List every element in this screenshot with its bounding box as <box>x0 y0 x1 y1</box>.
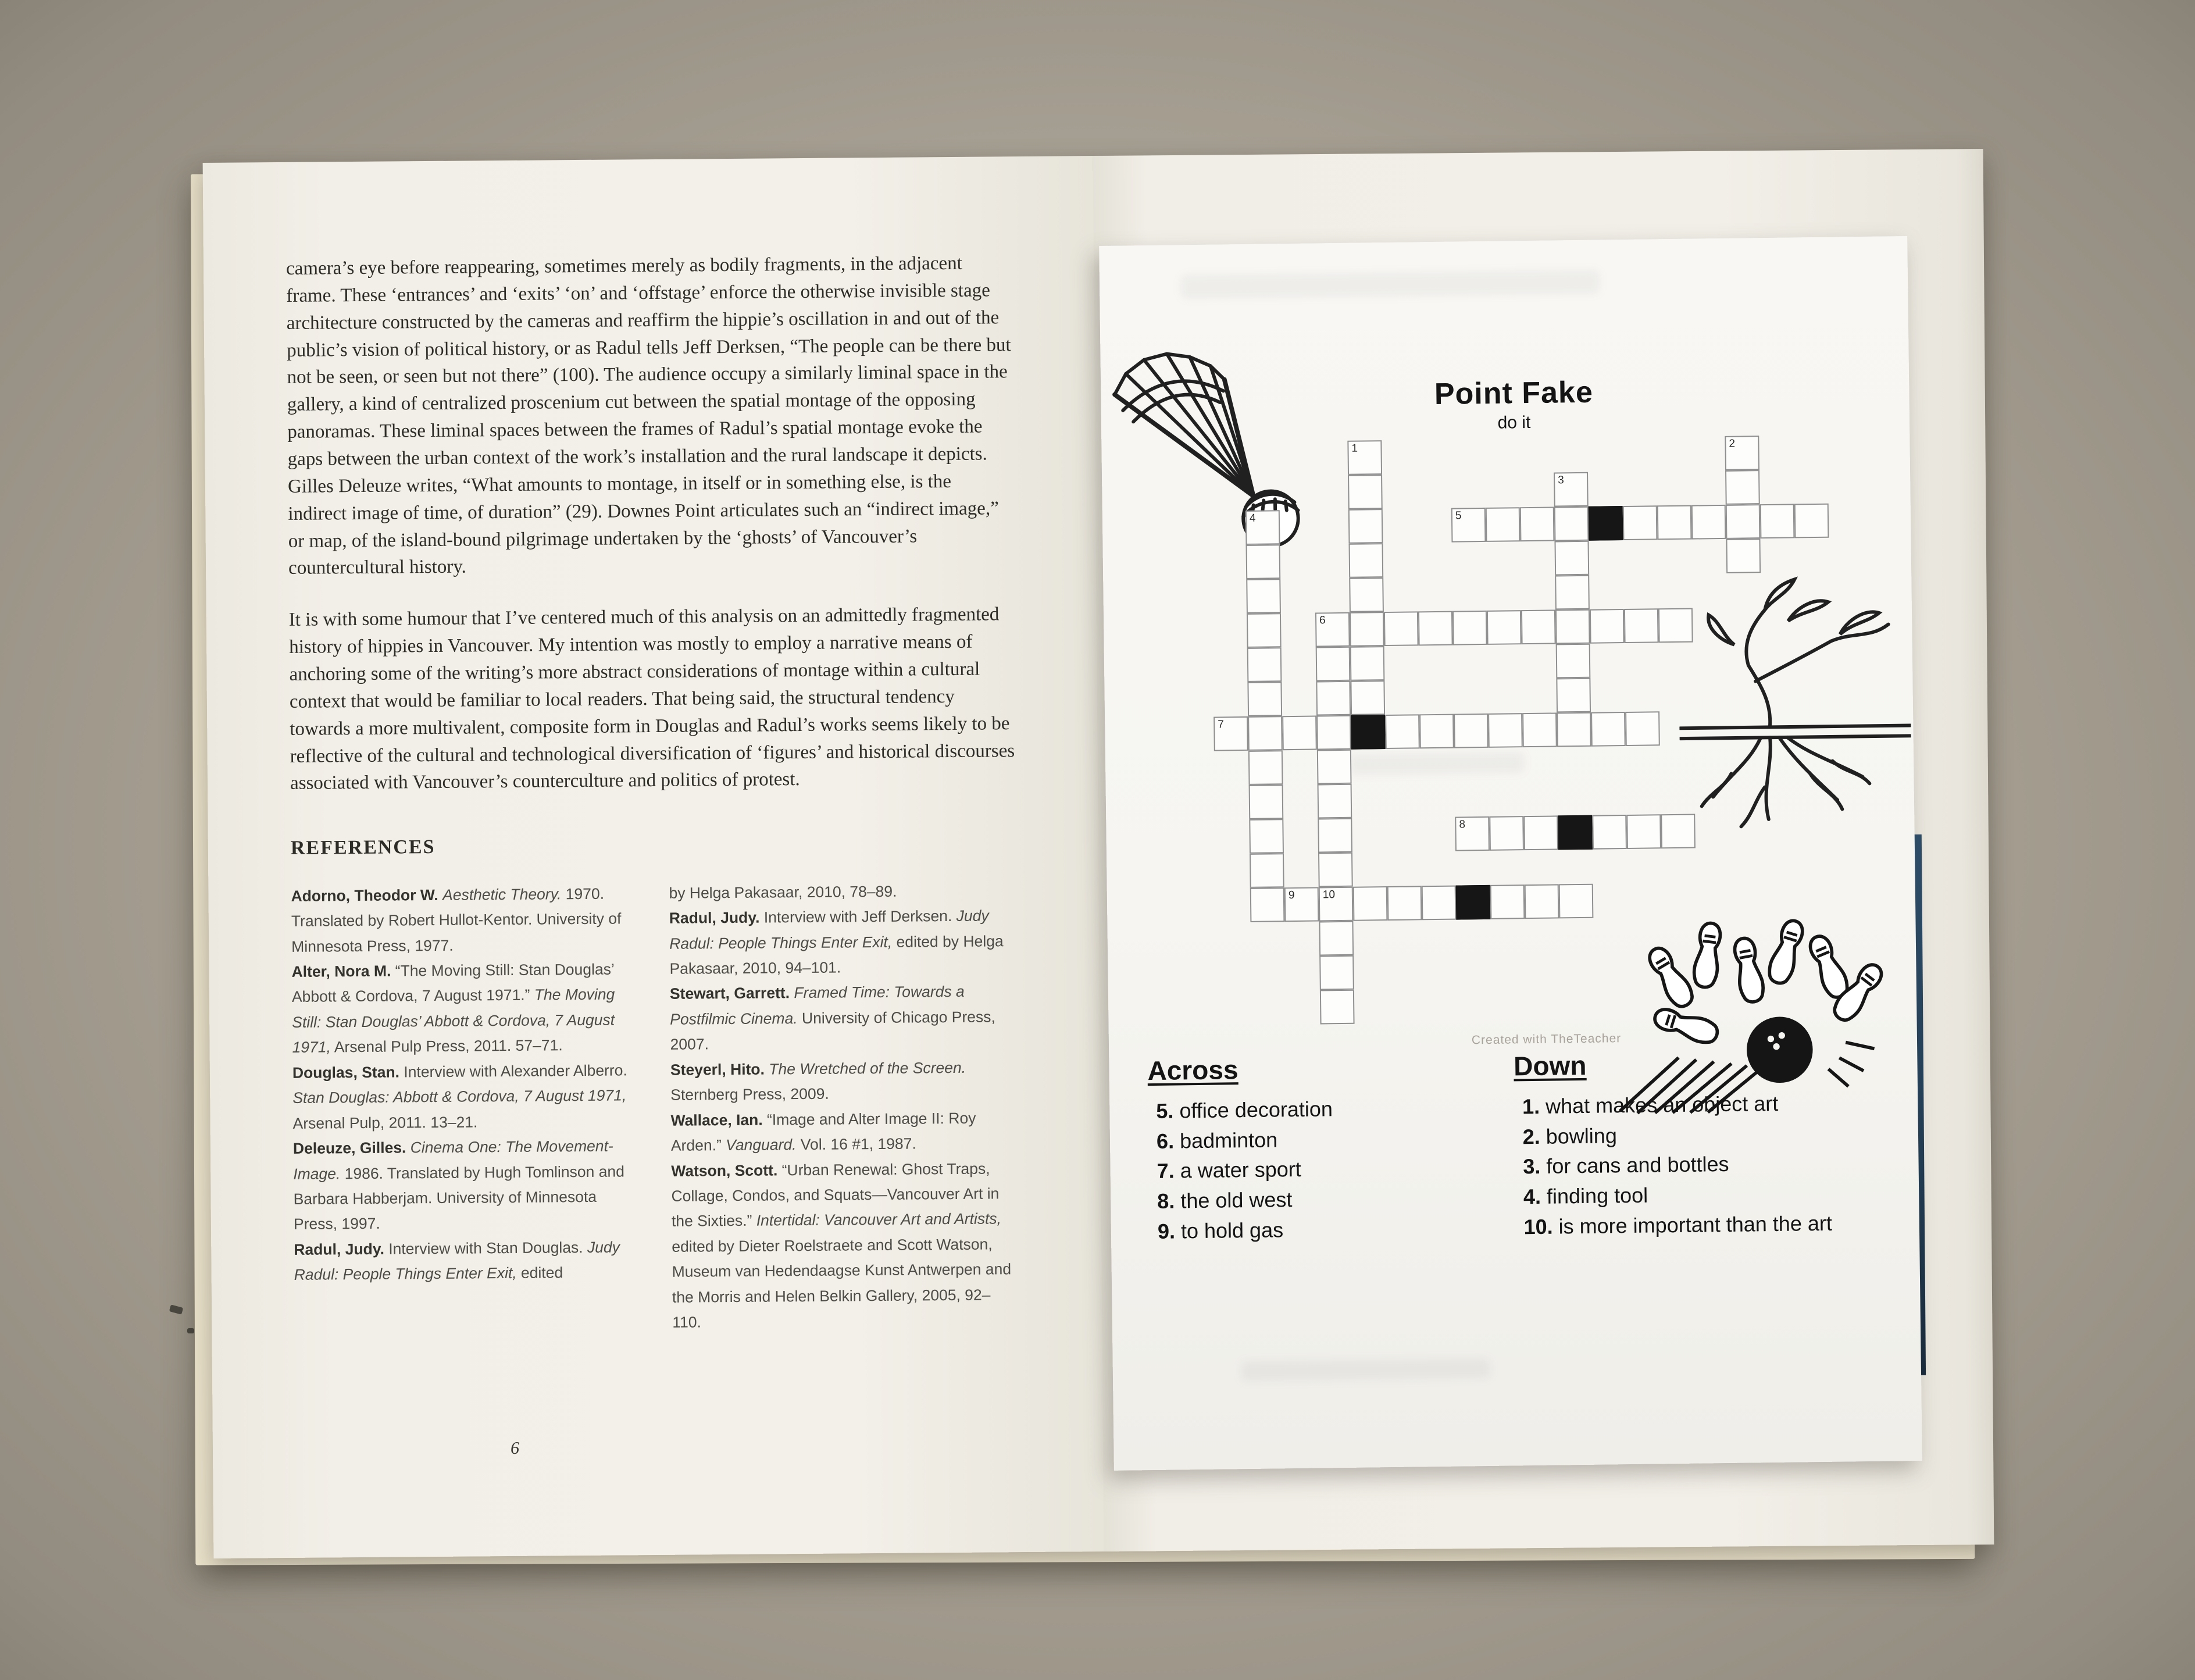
crossword-cell <box>1794 504 1829 538</box>
crossword-cell <box>1247 613 1282 648</box>
crossword-cell <box>1554 541 1589 576</box>
essay-column <box>286 249 1020 1338</box>
crossword-cell <box>1422 886 1457 921</box>
crossword-cell <box>1625 711 1660 746</box>
crossword-cell <box>1249 819 1284 854</box>
crossword-cell <box>1486 507 1521 542</box>
crossword-cell <box>1760 504 1795 538</box>
crossword-cell <box>1555 575 1590 610</box>
crossword-cell <box>1556 678 1591 713</box>
crossword-cell <box>1487 610 1522 645</box>
crossword-cell <box>1250 887 1285 922</box>
reference-entry: by Helga Pakasaar, 2010, 78–89. <box>669 882 897 902</box>
clue-item: 9. to hold gas <box>1157 1217 1284 1243</box>
crossword-cell <box>1592 815 1627 850</box>
crossword-cell <box>1725 436 1759 470</box>
crossword-cell <box>1347 440 1382 475</box>
reference-entry: Steyerl, Hito. The Wretched of the Screen. Sternberg Press, 2009. <box>670 1058 966 1104</box>
reference-entry: Adorno, Theodor W. Aesthetic Theory. 1970. Translated by Robert Hullot-Kentor. University of Minnesota Press, 1977. <box>291 884 622 955</box>
crossword-cell-number: 3 <box>1558 474 1564 487</box>
essay-paragraph: It is with some humour that I’ve centered much of this analysis on an admittedly fragmented history of hippies in Vancouver. My intention was mostly to employ a narrative means of anchoring some of the writing’s more abstract considerations of montage within a cultural context that would be familiar to local readers. That being said, the structural tendency towards a more multivalent, composite form in Douglas and Radul’s works seems likely to be reflective of the cultural and technological diversification of ‘figures’ and historical discourses associated with Vancouver’s counterculture and politics of protest. <box>288 604 1015 794</box>
crossword-subtitle: do it <box>1497 412 1531 433</box>
across-heading: Across <box>1147 1054 1239 1086</box>
crossword-cell <box>1554 507 1589 541</box>
crossword-cell <box>1246 579 1281 613</box>
reference-entry: Alter, Nora M. “The Moving Still: Stan Douglas’ Abbott & Cordova, 7 August 1971.” The Moving Still: Stan Douglas’ Abbott & Cordova, 7 August 1971, Arsenal Pulp Press, 2011. 57–71. <box>291 960 615 1057</box>
crossword-cell <box>1248 750 1283 785</box>
crossword-cell <box>1350 646 1385 681</box>
cardboard-speck <box>169 1304 183 1314</box>
crossword-cell-number: 6 <box>1319 614 1326 627</box>
crossword-cell <box>1282 715 1317 750</box>
references-column-1 <box>291 881 638 1339</box>
crossword-cell <box>1591 712 1626 747</box>
crossword-cell-number: 8 <box>1459 818 1466 831</box>
crossword-sheet <box>1099 236 1922 1471</box>
crossword-cell <box>1316 681 1351 716</box>
crossword-cell <box>1556 644 1591 679</box>
crossword-cell-number: 1 <box>1351 442 1358 455</box>
crossword-black-cell <box>1351 715 1386 750</box>
crossword-cell <box>1318 818 1352 853</box>
crossword-cell-number: 4 <box>1249 512 1256 525</box>
crossword-cell <box>1319 955 1354 990</box>
show-through <box>1241 1358 1491 1382</box>
crossword-cell-number: 2 <box>1729 437 1736 450</box>
clue-item: 8. the old west <box>1157 1187 1293 1213</box>
crossword-cell-number: 9 <box>1288 889 1295 902</box>
references-column-2 <box>669 878 1016 1336</box>
crossword-cell <box>1245 510 1280 545</box>
reference-entry: Watson, Scott. “Urban Renewal: Ghost Traps, Collage, Condos, and Squats—Vancouver Art in the Sixties.” Intertidal: Vancouver Art and Artists, edited by Dieter Roelstraete and Scott Watson, Museum van Hedendaagse Kunst Antwerpen and the Morris and Helen Belkin Gallery, 2005, 92–110. <box>671 1160 1012 1332</box>
reference-entry: Deleuze, Gilles. Cinema One: The Movement-Image. 1986. Translated by Hugh Tomlinson and Barbara Habberjam. University of Minnesota Press, 1997. <box>292 1137 625 1233</box>
crossword-cell <box>1214 716 1248 751</box>
crossword-cell <box>1353 886 1388 921</box>
crossword-cell <box>1247 647 1282 682</box>
crossword-cell <box>1490 884 1525 919</box>
crossword-cell <box>1455 816 1490 851</box>
crossword-cell <box>1318 853 1353 887</box>
crossword-cell <box>1624 608 1659 643</box>
crossword-cell <box>1315 612 1350 647</box>
crossword-cell <box>1488 713 1523 748</box>
crossword-black-cell <box>1558 815 1593 850</box>
open-pages <box>203 149 1994 1558</box>
book-spread <box>203 149 1994 1558</box>
crossword-cell <box>1657 505 1692 540</box>
tree-roots-illustration <box>1678 573 1912 876</box>
crossword-cell <box>1384 611 1419 646</box>
crossword-black-cell <box>1456 885 1491 920</box>
crossword-cell <box>1250 853 1284 888</box>
crossword-cell <box>1319 887 1354 922</box>
crossword-cell <box>1522 712 1557 747</box>
clue-item: 7. a water sport <box>1157 1157 1302 1183</box>
crossword-cell <box>1489 816 1524 851</box>
crossword-cell <box>1348 543 1383 578</box>
crossword-cell <box>1246 544 1281 579</box>
crossword-cell <box>1316 715 1351 750</box>
crossword-black-cell <box>1589 506 1623 541</box>
crossword-cell <box>1691 505 1726 540</box>
crossword-cell <box>1350 612 1384 647</box>
crossword-cell <box>1626 814 1661 849</box>
crossword-cell <box>1525 884 1559 919</box>
crossword-cell-number: 7 <box>1218 718 1224 731</box>
down-clues <box>1514 1046 1894 1242</box>
crossword-cell-number: 5 <box>1455 509 1462 522</box>
cardboard-speck <box>187 1328 194 1333</box>
crossword-cell <box>1554 472 1589 507</box>
crossword-cell <box>1725 470 1760 505</box>
crossword-cell <box>1555 609 1590 644</box>
clue-item: 2. bowling <box>1522 1123 1618 1148</box>
clue-item: 4. finding tool <box>1523 1183 1648 1209</box>
clue-item: 10. is more important than the art <box>1523 1211 1833 1239</box>
clue-item: 3. for cans and bottles <box>1523 1152 1729 1179</box>
crossword-cell <box>1348 475 1383 509</box>
clue-item: 1. what makes an object art <box>1522 1091 1779 1119</box>
crossword-cell <box>1419 714 1454 749</box>
crossword-cell <box>1452 611 1487 645</box>
reference-entry: Radul, Judy. Interview with Stan Douglas. Judy Radul: People Things Enter Exit, edited <box>294 1238 620 1284</box>
crossword-cell <box>1454 714 1489 748</box>
crossword-cell <box>1590 609 1625 644</box>
crossword-cell <box>1319 921 1354 956</box>
essay-paragraph: camera’s eye before reappearing, sometimes merely as bodily fragments, in the adjacent frame. These ‘entrances’ and ‘exits’ ‘on’ and ‘offstage’ enforce the otherwise invisible stage architecture constructed by the cameras and reaffirm the hippie’s oscillation in and out of the public’s vision of political history, or as Radul tells Jeff Derksen, “The people can be there but not be seen, or seen but not there” (100). The audience occupy a similarly liminal space in the gallery, a kind of centralized proscenium cut between the spatial montage of the opposing panoramas. These liminal spaces between the frames of Radul’s spatial montage evoke the gaps between the urban context of the work’s installation and the rural landscape it depicts. Gilles Deleuze writes, “What amounts to montage, in itself or in something else, is the indirect image of time, of duration” (29). Downes Point articulates such an “indirect image,” or map, of the island-bound pilgrimage undertaken by the ‘ghosts’ of Vancouver’s countercultural history. <box>285 252 1011 579</box>
crossword-cell <box>1320 990 1355 1025</box>
page-number: 6 <box>510 1438 520 1458</box>
crossword-cell <box>1523 815 1558 850</box>
references-heading: REFERENCES <box>290 836 436 859</box>
crossword-cell <box>1623 505 1658 540</box>
crossword-cell <box>1248 716 1283 751</box>
clue-item: 5. office decoration <box>1156 1097 1333 1123</box>
crossword-cell <box>1418 611 1453 646</box>
crossword-cell <box>1350 680 1385 715</box>
crossword-cell <box>1348 509 1383 544</box>
crossword-cell <box>1520 507 1555 541</box>
across-clues <box>1147 1051 1471 1247</box>
show-through <box>1181 270 1600 298</box>
generator-credit: Created with TheTeacher <box>1471 1032 1622 1047</box>
right-page <box>1093 149 1994 1551</box>
crossword-title: Point Fake <box>1434 375 1594 411</box>
crossword-cell <box>1247 682 1282 716</box>
crossword-cell <box>1559 884 1594 919</box>
crossword-cell <box>1521 609 1556 644</box>
crossword-cell <box>1349 577 1384 612</box>
crossword-cell <box>1451 508 1486 543</box>
crossword-cell <box>1284 887 1319 922</box>
crossword-cell <box>1557 712 1591 747</box>
clue-item: 6. badminton <box>1156 1128 1278 1153</box>
crossword-title-block <box>1357 374 1671 435</box>
reference-entry: Douglas, Stan. Interview with Alexander Alberro. Stan Douglas: Abbott & Cordova, 7 August 1971, Arsenal Pulp, 2011. 13–21. <box>292 1061 627 1132</box>
reference-entry: Wallace, Ian. “Image and Alter Image II: Roy Arden.” Vanguard. Vol. 16 #1, 1987. <box>670 1109 976 1154</box>
crossword-cell <box>1726 538 1761 573</box>
down-heading: Down <box>1513 1050 1587 1082</box>
crossword-cell <box>1318 784 1352 819</box>
references-list <box>291 878 1020 1339</box>
crossword-cell <box>1387 886 1422 921</box>
crossword-cell <box>1316 647 1351 682</box>
crossword-cell <box>1249 784 1284 819</box>
across-list <box>1148 1093 1471 1246</box>
left-page <box>203 156 1104 1558</box>
down-list <box>1514 1087 1894 1241</box>
crossword-cell <box>1385 714 1420 749</box>
crossword-cell-number: 10 <box>1322 889 1336 901</box>
reference-entry: Stewart, Garrett. Framed Time: Towards a Postfilmic Cinema. University of Chicago Press, 2007. <box>669 983 995 1054</box>
reference-entry: Radul, Judy. Interview with Jeff Derksen. Judy Radul: People Things Enter Exit, edited by Helga Pakasaar, 2010, 94–101. <box>669 907 1004 978</box>
crossword-cell <box>1317 750 1352 784</box>
clues-section <box>1147 1046 1894 1247</box>
crossword-cell <box>1726 504 1761 539</box>
